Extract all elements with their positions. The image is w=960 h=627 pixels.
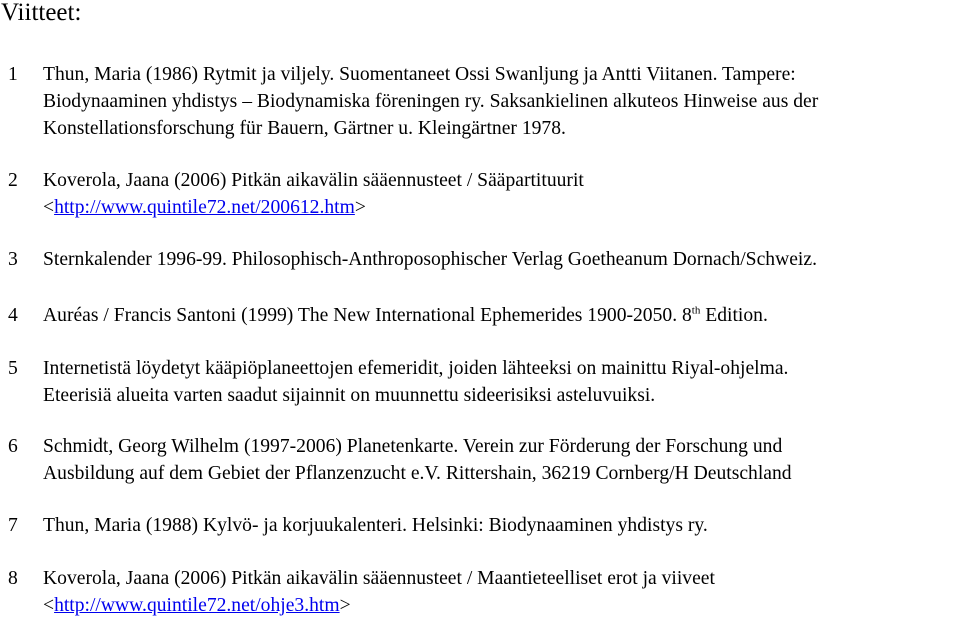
reference-text: [43, 512, 708, 539]
link-open-bracket: <: [43, 197, 55, 218]
reference-text: [43, 61, 818, 142]
reference-text: [43, 302, 768, 329]
reference-line: Thun, Maria (1988) Kylvö- ja korjuukalenteri. Helsinki: Biodynaaminen yhdistys ry.: [43, 515, 708, 536]
reference-line: Schmidt, Georg Wilhelm (1997-2006) Planetenkarte. Verein zur Förderung der Forschung und: [43, 436, 783, 457]
reference-number: 8: [8, 568, 18, 589]
reference-line: Thun, Maria (1986) Rytmit ja viljely. Suomentaneet Ossi Swanljung ja Antti Viitanen. Tampere:: [43, 64, 796, 85]
reference-number: 5: [8, 358, 18, 379]
reference-line: Koverola, Jaana (2006) Pitkän aikavälin sääennusteet / Maantieteelliset erot ja viiveet: [43, 568, 715, 589]
reference-link[interactable]: http://www.quintile72.net/200612.htm: [54, 197, 355, 218]
link-close-bracket: >: [339, 595, 351, 616]
reference-line: Konstellationsforschung für Bauern, Gärtner u. Kleingärtner 1978.: [43, 118, 566, 139]
page-title: Viitteet:: [1, 0, 82, 26]
reference-number: 1: [8, 64, 18, 85]
link-close-bracket: >: [354, 197, 366, 218]
reference-number: 3: [8, 249, 18, 270]
reference-line: [43, 592, 715, 619]
reference-line: Biodynaaminen yhdistys – Biodynamiska föreningen ry. Saksankielinen alkuteos Hinweise aus der: [43, 91, 819, 112]
reference-number: 6: [8, 436, 18, 457]
reference-text: [43, 167, 584, 221]
reference-line: Koverola, Jaana (2006) Pitkän aikavälin sääennusteet / Sääpartituurit: [43, 170, 584, 191]
reference-line: Eteerisiä alueita varten saadut sijainnit on muunnettu sideerisiksi asteluvuiksi.: [43, 385, 656, 406]
reference-line: [43, 302, 768, 329]
edition-superscript: th: [691, 304, 701, 317]
reference-number: 2: [8, 170, 18, 191]
reference-line: Sternkalender 1996-99. Philosophisch-Anthroposophischer Verlag Goetheanum Dornach/Schweiz.: [43, 249, 817, 270]
reference-line-text: Edition.: [700, 305, 768, 326]
reference-text: [43, 246, 817, 273]
reference-line: Ausbildung auf dem Gebiet der Pflanzenzucht e.V. Rittershain, 36219 Cornberg/H Deutschland: [43, 463, 792, 484]
link-open-bracket: <: [43, 595, 55, 616]
reference-number: 7: [8, 515, 18, 536]
reference-line: Internetistä löydetyt kääpiöplaneettojen efemeridit, joiden lähteeksi on mainittu Riyal-ohjelma.: [43, 358, 789, 379]
reference-line-text: Auréas / Francis Santoni (1999) The New International Ephemerides 1900-2050. 8: [43, 305, 692, 326]
reference-text: [43, 433, 792, 487]
reference-link[interactable]: http://www.quintile72.net/ohje3.htm: [54, 595, 340, 616]
reference-text: [43, 565, 715, 619]
reference-number: 4: [8, 305, 18, 326]
reference-text: [43, 355, 788, 409]
reference-line: [43, 194, 584, 221]
